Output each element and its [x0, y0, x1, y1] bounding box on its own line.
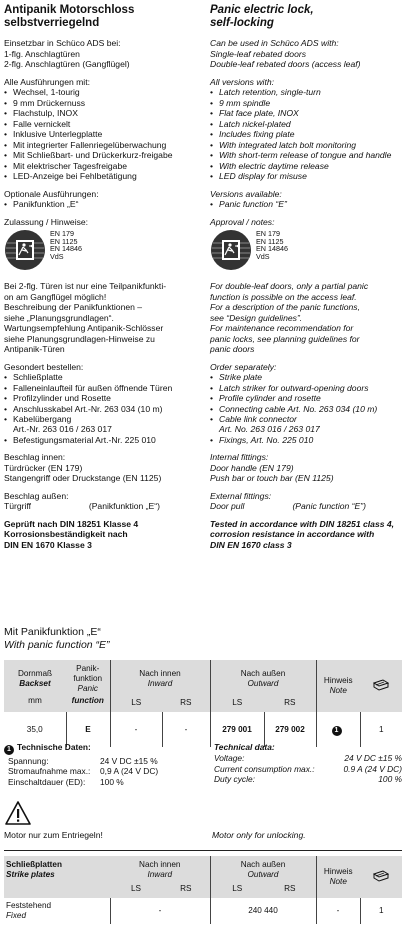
usage-de: Einsetzbar in Schüco ADS bei: 1-flg. Anschlagtüren 2-flg. Anschlagtüren (Gangflügel)	[4, 38, 130, 70]
note-marker: 1	[4, 745, 14, 755]
vds-approval-logo-icon	[210, 229, 252, 271]
tested-en: Tested in accordance with DIN 18251 class 4, corrosion resistance in accordance with DIN EN 1670 class 3	[210, 518, 395, 550]
packing-unit-icon	[373, 870, 389, 882]
lock-article-table	[4, 660, 402, 747]
list-item: • Schließplatte	[4, 372, 200, 382]
usage-en: Can be used in Schüco ADS with: Single-leaf rebated doors Double-leaf rebated doors (access leaf)	[210, 38, 361, 70]
order-en: Order separately: • Strike plate • Latch striker for outward-opening doors • Profile cylinder and rosette • Connecting cable Art. No. 263 034 (10 m) • Cable link connector Art. No. 263 016 / 263 017 • Fixings, Art. No. 225 010	[210, 362, 406, 446]
fittings-in-de: Beschlag innen: Türdrücker (EN 179) Stangengriff oder Druckstange (EN 1125)	[4, 452, 162, 484]
list-item: • Falle vernickelt	[4, 119, 200, 129]
list-item: • Panikfunktion „E“	[4, 199, 200, 209]
versions-de: Alle Ausführungen mit: • Wechsel, 1-tourig • 9 mm Drückernuss • Flachstulp, INOX • Falle vernickelt • Inklusive Unterlegplatte • Mit integrierter Fallenriegelüberwachung • Mit Schließbart- und Drückerkurz-freigabe • Mit elektrischer Tagesfreigabe • LED-Anzeige bei Fehlbetätigung	[4, 77, 200, 182]
table-header: Dornmaß Backset Panik- funktion Panic Nach innen Inward Nach außen Outward Hinweis Note	[4, 660, 402, 694]
technical-data-de: 1 Technische Daten: Spannung: 24 V DC ±15 % Stromaufnahme max.: 0,9 A (24 V DC) Einschaltdauer (ED): 100 %	[4, 742, 204, 787]
strike-plate-table	[4, 856, 402, 924]
packing-unit-icon	[373, 679, 389, 691]
approval-codes: EN 179 EN 1125 EN 14846 VdS	[256, 229, 288, 261]
panic-function-heading: Mit Panikfunktion „E“ With panic function “E”	[4, 626, 110, 651]
list-item: • Anschlusskabel Art.-Nr. 263 034 (10 m)	[4, 404, 200, 414]
versions-en: All versions with: • Latch retention, single-turn • 9 mm spindle • Flat face plate, INOX • Latch nickel-plated • Includes fixing plate • With integrated latch bolt monitoring • With short-term release of tongue and handle • With electric daytime release • LED display for misuse	[210, 77, 406, 182]
list-item: • Mit integrierter Fallenriegelüberwachung	[4, 140, 200, 150]
list-item: • Wechsel, 1-tourig	[4, 87, 200, 97]
fittings-out-en: External fittings: Door pull (Panic function “E”)	[210, 490, 366, 512]
note-marker: 1	[332, 726, 342, 736]
list-item: • Befestigungsmaterial Art.-Nr. 225 010	[4, 435, 200, 445]
fittings-out-de: Beschlag außen: Türgriff (Panikfunktion „E“)	[4, 490, 160, 512]
list-item: • Falleneinlaufteil für außen öffnende Türen	[4, 383, 200, 393]
optional-en: Versions available: • Panic function “E”	[210, 189, 406, 210]
tested-de: Geprüft nach DIN 18251 Klasse 4 Korrosionsbeständigkeit nach DIN EN 1670 Klasse 3	[4, 518, 139, 550]
list-item: • Fixings, Art. No. 225 010	[210, 435, 406, 445]
title-de: Antipanik Motorschloss selbstverriegelnd	[4, 4, 135, 30]
fittings-in-en: Internal fittings: Door handle (EN 179) Push bar or touch bar (EN 1125)	[210, 452, 334, 484]
approval-de: Zulassung / Hinweise: EN 179 EN 1125 EN 14846 VdS Bei 2-flg. Türen ist nur eine Teilpanikfunkti- on am Gangflügel möglich! Beschreibung der Panikfunktionen – siehe „Planungsgrundlagen“. Wartungsempfehlung Antipanik-Schlösser siehe Planungsgrundlagen-Hinweise zu Antipanik-Türen	[4, 216, 167, 355]
list-item: • Flachstulp, INOX	[4, 108, 200, 118]
list-item: • Profile cylinder and rosette	[210, 393, 406, 403]
list-item: • LED display for misuse	[210, 171, 406, 181]
motor-note-en: Motor only for unlocking.	[212, 830, 306, 840]
motor-note-de: Motor nur zum Entriegeln!	[4, 830, 103, 840]
title-en: Panic electric lock, self-locking	[210, 4, 314, 30]
list-item: • Latch striker for outward-opening doors	[210, 383, 406, 393]
list-item: • Latch retention, single-turn	[210, 87, 406, 97]
divider	[4, 850, 402, 851]
list-item: • Mit Schließbart- und Drückerkurz-freigabe	[4, 150, 200, 160]
order-de: Gesondert bestellen: • Schließplatte • Falleneinlaufteil für außen öffnende Türen • Profilzylinder und Rosette • Anschlusskabel Art.-Nr. 263 034 (10 m) • Kabelübergang Art.-Nr. 263 016 / 263 017 • Befestigungsmaterial Art.-Nr. 225 010	[4, 362, 200, 446]
table-subheader: LS RS LS RS	[4, 880, 402, 898]
optional-de: Optionale Ausführungen: • Panikfunktion „E“	[4, 189, 200, 210]
table-subheader: mm function LS RS LS RS	[4, 694, 402, 712]
list-item: • Mit elektrischer Tagesfreigabe	[4, 161, 200, 171]
approval-en: Approval / notes: EN 179 EN 1125 EN 14846 VdS For double-leaf doors, only a partial panic function is possible on the access leaf. For a description of the panic functions, see “Design guidelines”. For maintenance recommendation for panic locks, see planning guidelines for panic doors	[210, 216, 369, 355]
list-item: • With integrated latch bolt monitoring	[210, 140, 406, 150]
list-item: • Includes fixing plate	[210, 129, 406, 139]
english-column	[210, 4, 406, 550]
vds-approval-logo-icon	[4, 229, 46, 271]
list-item: • Inklusive Unterlegplatte	[4, 129, 200, 139]
list-item: • Strike plate	[210, 372, 406, 382]
list-item: • Cable link connector	[210, 414, 406, 424]
list-item: • Profilzylinder und Rosette	[4, 393, 200, 403]
list-item: • LED-Anzeige bei Fehlbetätigung	[4, 171, 200, 181]
german-column	[4, 4, 200, 550]
technical-data-en: Technical data: Voltage: 24 V DC ±15 % Current consumption max.: 0.9 A (24 V DC) Duty cycle: 100 %	[214, 742, 402, 784]
approval-codes: EN 179 EN 1125 EN 14846 VdS	[50, 229, 82, 261]
list-item: • Connecting cable Art. No. 263 034 (10 m)	[210, 404, 406, 414]
list-item: • Kabelübergang	[4, 414, 200, 424]
list-item: Art.-Nr. 263 016 / 263 017	[13, 424, 112, 435]
warning-icon	[4, 800, 32, 826]
table-header: Schließplatten Strike plates Nach innen Inward Nach außen Outward Hinweis Note	[4, 856, 402, 880]
list-item: • Panic function “E”	[210, 199, 406, 209]
list-item: • Latch nickel-plated	[210, 119, 406, 129]
table-row: 35,0 E - - 279 001 279 002 1 1	[4, 712, 402, 747]
list-item: • 9 mm Drückernuss	[4, 98, 200, 108]
list-item: • With short-term release of tongue and handle	[210, 150, 406, 160]
list-item: Art. No. 263 016 / 263 017	[219, 424, 320, 435]
list-item: • 9 mm spindle	[210, 98, 406, 108]
list-item: • With electric daytime release	[210, 161, 406, 171]
list-item: • Flat face plate, INOX	[210, 108, 406, 118]
table-row: Feststehend Fixed - 240 440 - 1	[4, 898, 402, 924]
